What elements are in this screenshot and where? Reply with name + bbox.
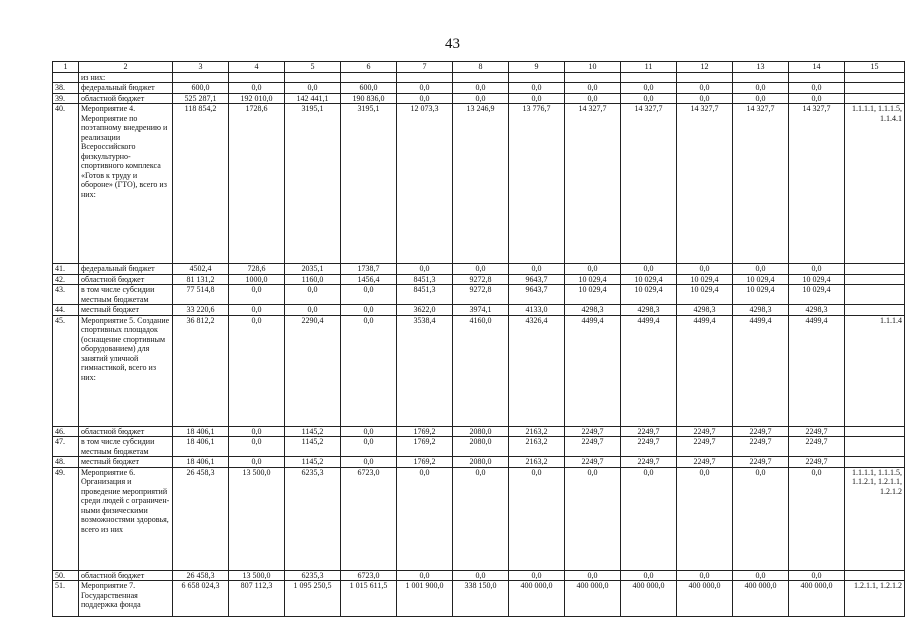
column-number-8: 8 (453, 62, 509, 73)
value-cell-col-9: 2163,2 (509, 426, 565, 437)
value-cell-col-12: 4298,3 (677, 305, 733, 316)
value-cell-col-14: 0,0 (789, 83, 845, 94)
value-cell-col-8: 2080,0 (453, 457, 509, 468)
table-row (53, 437, 905, 457)
row-number: 40. (53, 104, 79, 264)
value-cell-col-8: 0,0 (453, 570, 509, 581)
row-number (53, 72, 79, 83)
column-number-10: 10 (565, 62, 621, 73)
value-cell-col-14: 0,0 (789, 264, 845, 275)
column-number-13: 13 (733, 62, 789, 73)
value-cell-col-10: 4298,3 (565, 305, 621, 316)
row-description: Мероприятие 4. Мероприятие по поэтапному внедрению и реализации Всероссийского физкультурно-спортивного комплекса «Готов к труду и обороне» (ГТО), всего из них: (79, 104, 173, 264)
empty-cell (229, 72, 285, 83)
column-number-2: 2 (79, 62, 173, 73)
value-cell-col-13: 10 029,4 (733, 285, 789, 305)
value-cell-col-12: 10 029,4 (677, 285, 733, 305)
value-cell-col-6: 0,0 (341, 285, 397, 305)
value-cell-col-5: 2290,4 (285, 315, 341, 426)
value-cell-col-13: 2249,7 (733, 437, 789, 457)
table-row (53, 93, 905, 104)
value-cell-col-12: 2249,7 (677, 437, 733, 457)
empty-cell (733, 72, 789, 83)
indicator-reference: 1.1.1.1, 1.1.1.5, 1.1.2.1, 1.2.1.1, 1.2.1.2 (845, 467, 905, 570)
value-cell-col-6: 0,0 (341, 457, 397, 468)
value-cell-col-5: 0,0 (285, 83, 341, 94)
value-cell-col-12: 2249,7 (677, 457, 733, 468)
value-cell-col-8: 2080,0 (453, 426, 509, 437)
value-cell-col-14: 4499,4 (789, 315, 845, 426)
row-description: местный бюджет (79, 457, 173, 468)
row-description: в том числе субсидии местным бюджетам (79, 437, 173, 457)
value-cell-col-10: 14 327,7 (565, 104, 621, 264)
value-cell-col-11: 10 029,4 (621, 274, 677, 285)
value-cell-col-7: 3622,0 (397, 305, 453, 316)
value-cell-col-11: 14 327,7 (621, 104, 677, 264)
value-cell-col-13: 0,0 (733, 467, 789, 570)
value-cell-col-7: 8451,3 (397, 274, 453, 285)
table-row (53, 315, 905, 426)
value-cell-col-3: 18 406,1 (173, 437, 229, 457)
value-cell-col-5: 0,0 (285, 285, 341, 305)
value-cell-col-13: 0,0 (733, 93, 789, 104)
table-row (53, 285, 905, 305)
column-number-11: 11 (621, 62, 677, 73)
value-cell-col-12: 2249,7 (677, 426, 733, 437)
continuation-row (53, 72, 905, 83)
page-number: 43 (445, 36, 460, 52)
value-cell-col-9: 0,0 (509, 264, 565, 275)
column-number-15: 15 (845, 62, 905, 73)
empty-cell (677, 72, 733, 83)
value-cell-col-13: 4298,3 (733, 305, 789, 316)
value-cell-col-10: 0,0 (565, 83, 621, 94)
value-cell-col-11: 0,0 (621, 467, 677, 570)
value-cell-col-12: 0,0 (677, 467, 733, 570)
table-row (53, 426, 905, 437)
table-row (53, 467, 905, 570)
value-cell-col-6: 0,0 (341, 315, 397, 426)
value-cell-col-5: 1145,2 (285, 426, 341, 437)
column-number-3: 3 (173, 62, 229, 73)
value-cell-col-10: 2249,7 (565, 437, 621, 457)
table-row (53, 274, 905, 285)
value-cell-col-13: 0,0 (733, 570, 789, 581)
value-cell-col-10: 0,0 (565, 93, 621, 104)
value-cell-col-3: 600,0 (173, 83, 229, 94)
table-header-row (53, 62, 905, 73)
value-cell-col-7: 1769,2 (397, 437, 453, 457)
value-cell-col-11: 2249,7 (621, 457, 677, 468)
value-cell-col-9: 2163,2 (509, 437, 565, 457)
value-cell-col-4: 1000,0 (229, 274, 285, 285)
column-number-1: 1 (53, 62, 79, 73)
row-description: федеральный бюджет (79, 264, 173, 275)
value-cell-col-5: 2035,1 (285, 264, 341, 275)
value-cell-col-12: 0,0 (677, 570, 733, 581)
value-cell-col-12: 14 327,7 (677, 104, 733, 264)
value-cell-col-7: 1769,2 (397, 426, 453, 437)
value-cell-col-10: 400 000,0 (565, 581, 621, 617)
value-cell-col-8: 2080,0 (453, 437, 509, 457)
row-number: 51. (53, 581, 79, 617)
row-number: 41. (53, 264, 79, 275)
value-cell-col-4: 0,0 (229, 305, 285, 316)
row-description: областной бюджет (79, 570, 173, 581)
indicator-reference (845, 83, 905, 94)
empty-cell (341, 72, 397, 83)
row-number: 50. (53, 570, 79, 581)
column-number-12: 12 (677, 62, 733, 73)
value-cell-col-3: 81 131,2 (173, 274, 229, 285)
value-cell-col-4: 0,0 (229, 437, 285, 457)
value-cell-col-4: 13 500,0 (229, 467, 285, 570)
value-cell-col-10: 0,0 (565, 570, 621, 581)
value-cell-col-14: 0,0 (789, 467, 845, 570)
row-number: 49. (53, 467, 79, 570)
table-row (53, 104, 905, 264)
value-cell-col-5: 6235,3 (285, 570, 341, 581)
value-cell-col-8: 9272,8 (453, 285, 509, 305)
value-cell-col-8: 0,0 (453, 83, 509, 94)
value-cell-col-8: 0,0 (453, 264, 509, 275)
row-description: Мероприятие 5. Создание спортивных площадок (оснащение спортивным оборудованием) для занятий уличной гимнастикой, всего из них: (79, 315, 173, 426)
value-cell-col-6: 3195,1 (341, 104, 397, 264)
value-cell-col-9: 2163,2 (509, 457, 565, 468)
row-description: местный бюджет (79, 305, 173, 316)
indicator-reference: 1.1.1.1, 1.1.1.5, 1.1.4.1 (845, 104, 905, 264)
indicator-reference (845, 305, 905, 316)
indicator-reference: 1.1.1.4 (845, 315, 905, 426)
value-cell-col-9: 4326,4 (509, 315, 565, 426)
value-cell-col-10: 4499,4 (565, 315, 621, 426)
table-row (53, 264, 905, 275)
value-cell-col-10: 0,0 (565, 264, 621, 275)
value-cell-col-12: 0,0 (677, 83, 733, 94)
value-cell-col-9: 4133,0 (509, 305, 565, 316)
value-cell-col-4: 1728,6 (229, 104, 285, 264)
value-cell-col-8: 9272,8 (453, 274, 509, 285)
value-cell-col-10: 10 029,4 (565, 285, 621, 305)
value-cell-col-12: 0,0 (677, 264, 733, 275)
budget-table (52, 61, 905, 617)
value-cell-col-14: 0,0 (789, 570, 845, 581)
value-cell-col-3: 4502,4 (173, 264, 229, 275)
value-cell-col-5: 3195,1 (285, 104, 341, 264)
row-description: Мероприятие 6. Организация и проведение мероприятий среди людей с ограничен-ными физическими возможностями здоровья, всего из них (79, 467, 173, 570)
row-number: 44. (53, 305, 79, 316)
value-cell-col-5: 1145,2 (285, 437, 341, 457)
row-number: 46. (53, 426, 79, 437)
value-cell-col-11: 10 029,4 (621, 285, 677, 305)
table-row (53, 305, 905, 316)
indicator-reference (845, 570, 905, 581)
value-cell-col-11: 0,0 (621, 83, 677, 94)
value-cell-col-7: 1769,2 (397, 457, 453, 468)
value-cell-col-10: 0,0 (565, 467, 621, 570)
table-row (53, 457, 905, 468)
value-cell-col-7: 1 001 900,0 (397, 581, 453, 617)
value-cell-col-6: 6723,0 (341, 570, 397, 581)
value-cell-col-7: 12 073,3 (397, 104, 453, 264)
value-cell-col-11: 2249,7 (621, 426, 677, 437)
value-cell-col-6: 1456,4 (341, 274, 397, 285)
value-cell-col-14: 4298,3 (789, 305, 845, 316)
value-cell-col-4: 0,0 (229, 315, 285, 426)
value-cell-col-9: 9643,7 (509, 274, 565, 285)
value-cell-col-12: 4499,4 (677, 315, 733, 426)
column-number-9: 9 (509, 62, 565, 73)
value-cell-col-8: 3974,1 (453, 305, 509, 316)
value-cell-col-10: 2249,7 (565, 426, 621, 437)
column-number-6: 6 (341, 62, 397, 73)
row-number: 47. (53, 437, 79, 457)
value-cell-col-8: 338 150,0 (453, 581, 509, 617)
value-cell-col-11: 0,0 (621, 264, 677, 275)
empty-cell (621, 72, 677, 83)
value-cell-col-6: 600,0 (341, 83, 397, 94)
value-cell-col-13: 0,0 (733, 264, 789, 275)
indicator-reference (845, 264, 905, 275)
value-cell-col-14: 2249,7 (789, 457, 845, 468)
value-cell-col-4: 0,0 (229, 457, 285, 468)
value-cell-col-4: 13 500,0 (229, 570, 285, 581)
row-description: областной бюджет (79, 274, 173, 285)
value-cell-col-11: 2249,7 (621, 437, 677, 457)
empty-cell (453, 72, 509, 83)
value-cell-col-13: 0,0 (733, 83, 789, 94)
value-cell-col-14: 2249,7 (789, 426, 845, 437)
value-cell-col-7: 0,0 (397, 93, 453, 104)
value-cell-col-3: 77 514,8 (173, 285, 229, 305)
value-cell-col-6: 0,0 (341, 437, 397, 457)
indicator-reference (845, 457, 905, 468)
value-cell-col-12: 10 029,4 (677, 274, 733, 285)
value-cell-col-3: 18 406,1 (173, 426, 229, 437)
value-cell-col-6: 190 836,0 (341, 93, 397, 104)
value-cell-col-6: 1 015 611,5 (341, 581, 397, 617)
value-cell-col-3: 26 458,3 (173, 570, 229, 581)
value-cell-col-14: 10 029,4 (789, 285, 845, 305)
value-cell-col-13: 2249,7 (733, 457, 789, 468)
value-cell-col-6: 1738,7 (341, 264, 397, 275)
value-cell-col-13: 14 327,7 (733, 104, 789, 264)
value-cell-col-12: 400 000,0 (677, 581, 733, 617)
row-description: в том числе субсидии местным бюджетам (79, 285, 173, 305)
value-cell-col-11: 0,0 (621, 93, 677, 104)
indicator-reference: 1.2.1.1, 1.2.1.2 (845, 581, 905, 617)
value-cell-col-3: 33 220,6 (173, 305, 229, 316)
empty-cell (509, 72, 565, 83)
value-cell-col-8: 0,0 (453, 93, 509, 104)
value-cell-col-9: 13 776,7 (509, 104, 565, 264)
value-cell-col-7: 3538,4 (397, 315, 453, 426)
column-number-5: 5 (285, 62, 341, 73)
value-cell-col-5: 1160,0 (285, 274, 341, 285)
value-cell-col-9: 0,0 (509, 467, 565, 570)
value-cell-col-5: 6235,3 (285, 467, 341, 570)
indicator-reference (845, 437, 905, 457)
value-cell-col-8: 13 246,9 (453, 104, 509, 264)
row-number: 38. (53, 83, 79, 94)
table-row (53, 83, 905, 94)
value-cell-col-5: 1 095 250,5 (285, 581, 341, 617)
empty-cell (397, 72, 453, 83)
value-cell-col-4: 728,6 (229, 264, 285, 275)
value-cell-col-10: 10 029,4 (565, 274, 621, 285)
indicator-reference (845, 426, 905, 437)
row-description: федеральный бюджет (79, 83, 173, 94)
indicator-reference (845, 274, 905, 285)
indicator-reference (845, 93, 905, 104)
value-cell-col-7: 0,0 (397, 83, 453, 94)
value-cell-col-3: 18 406,1 (173, 457, 229, 468)
value-cell-col-11: 0,0 (621, 570, 677, 581)
value-cell-col-7: 0,0 (397, 467, 453, 570)
indicator-reference (845, 285, 905, 305)
empty-cell (789, 72, 845, 83)
value-cell-col-4: 0,0 (229, 83, 285, 94)
row-number: 45. (53, 315, 79, 426)
value-cell-col-14: 14 327,7 (789, 104, 845, 264)
table-row (53, 581, 905, 617)
column-number-14: 14 (789, 62, 845, 73)
value-cell-col-5: 0,0 (285, 305, 341, 316)
row-number: 42. (53, 274, 79, 285)
value-cell-col-11: 4298,3 (621, 305, 677, 316)
row-description: областной бюджет (79, 93, 173, 104)
value-cell-col-14: 2249,7 (789, 437, 845, 457)
value-cell-col-7: 0,0 (397, 570, 453, 581)
value-cell-col-11: 400 000,0 (621, 581, 677, 617)
value-cell-col-3: 36 812,2 (173, 315, 229, 426)
value-cell-col-13: 2249,7 (733, 426, 789, 437)
value-cell-col-13: 400 000,0 (733, 581, 789, 617)
value-cell-col-3: 525 287,1 (173, 93, 229, 104)
column-number-7: 7 (397, 62, 453, 73)
value-cell-col-14: 400 000,0 (789, 581, 845, 617)
value-cell-col-5: 1145,2 (285, 457, 341, 468)
value-cell-col-5: 142 441,1 (285, 93, 341, 104)
empty-cell (565, 72, 621, 83)
value-cell-col-8: 0,0 (453, 467, 509, 570)
value-cell-col-9: 9643,7 (509, 285, 565, 305)
value-cell-col-9: 0,0 (509, 570, 565, 581)
continuation-label: из них: (79, 72, 173, 83)
value-cell-col-9: 400 000,0 (509, 581, 565, 617)
row-number: 48. (53, 457, 79, 468)
row-description: Мероприятие 7. Государственная поддержка фонда (79, 581, 173, 617)
value-cell-col-4: 0,0 (229, 285, 285, 305)
value-cell-col-6: 0,0 (341, 426, 397, 437)
value-cell-col-8: 4160,0 (453, 315, 509, 426)
value-cell-col-3: 6 658 024,3 (173, 581, 229, 617)
value-cell-col-10: 2249,7 (565, 457, 621, 468)
value-cell-col-7: 0,0 (397, 264, 453, 275)
value-cell-col-13: 10 029,4 (733, 274, 789, 285)
value-cell-col-7: 8451,3 (397, 285, 453, 305)
value-cell-col-6: 0,0 (341, 305, 397, 316)
empty-cell (173, 72, 229, 83)
row-description: областной бюджет (79, 426, 173, 437)
value-cell-col-6: 6723,0 (341, 467, 397, 570)
value-cell-col-11: 4499,4 (621, 315, 677, 426)
row-number: 43. (53, 285, 79, 305)
table-row (53, 570, 905, 581)
column-number-4: 4 (229, 62, 285, 73)
value-cell-col-14: 10 029,4 (789, 274, 845, 285)
value-cell-col-9: 0,0 (509, 93, 565, 104)
value-cell-col-13: 4499,4 (733, 315, 789, 426)
value-cell-col-4: 0,0 (229, 426, 285, 437)
value-cell-col-12: 0,0 (677, 93, 733, 104)
value-cell-col-9: 0,0 (509, 83, 565, 94)
value-cell-col-4: 192 010,0 (229, 93, 285, 104)
row-number: 39. (53, 93, 79, 104)
value-cell-col-4: 807 112,3 (229, 581, 285, 617)
value-cell-col-3: 118 854,2 (173, 104, 229, 264)
value-cell-col-14: 0,0 (789, 93, 845, 104)
value-cell-col-3: 26 458,3 (173, 467, 229, 570)
empty-cell (285, 72, 341, 83)
empty-cell (845, 72, 905, 83)
